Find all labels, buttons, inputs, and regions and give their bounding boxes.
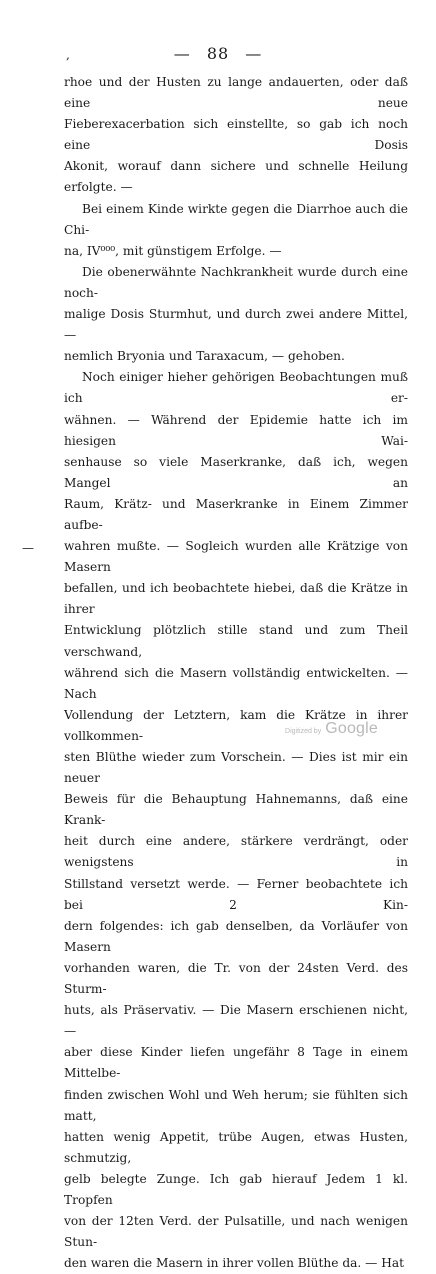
text-line: hatten wenig Appetit, trübe Augen, etwas Husten, schmutzig, — [64, 1129, 408, 1165]
text-line: wähnen. — Während der Epidemie hatte ich im hiesigen Wai- — [64, 412, 408, 448]
body-text — [64, 72, 408, 1274]
text-line: na, IV⁰⁰⁰, mit günstigem Erfolge. — — [64, 243, 282, 258]
text-line: aber diese Kinder liefen ungefähr 8 Tage in einem Mittelbe- — [64, 1045, 408, 1081]
text-line: den waren die Masern in ihrer vollen Blüthe da. — Hat — [64, 1256, 405, 1271]
text-line: heit durch eine andere, stärkere verdrängt, oder wenigstens in — [64, 834, 408, 870]
text-line: sten Blüthe wieder zum Vorschein. — Dies ist mir ein neuer — [64, 750, 408, 786]
stray-mark: , — [66, 48, 70, 62]
text-line: wahren mußte. — Sogleich wurden alle Krätzige von Masern — [64, 539, 408, 575]
text-line: gelb belegte Zunge. Ich gab hierauf Jedem 1 kl. Tropfen — [64, 1171, 408, 1207]
google-logo: Google — [325, 720, 378, 737]
page-number: 88 — [206, 44, 230, 63]
header-dash-left: — — [173, 44, 191, 63]
text-line: Vollendung der Letztern, kam die Krätze in ihrer vollkommen- — [64, 707, 408, 743]
text-line: vorhanden waren, die Tr. von der 24sten Verd. des Sturm- — [64, 960, 408, 997]
text-line: nemlich Bryonia und Taraxacum, — gehoben. — [64, 349, 345, 364]
text-line: huts, als Präservativ. — Die Masern erschienen nicht, — — [64, 1003, 408, 1039]
text-line: Stillstand versetzt werde. — Ferner beobachtete ich bei 2 Kin- — [64, 876, 408, 912]
margin-mark: — — [22, 541, 34, 555]
text-line: Fieberexacerbation sich einstellte, so gab ich noch eine Dosis — [64, 117, 408, 153]
text-line: senhause so viele Maserkranke, daß ich, wegen Mangel an — [64, 454, 408, 490]
page-header — [0, 44, 436, 63]
text-line: Bei einem Kinde wirkte gegen die Diarrhoe auch die Chi- — [64, 201, 408, 237]
text-line: rhoe und der Husten zu lange andauerten, oder daß eine neue — [64, 75, 408, 111]
digitized-by-label: Digitized by — [285, 728, 322, 735]
text-line: Beweis für die Behauptung Hahnemanns, daß eine Krank- — [64, 792, 408, 828]
text-line: befallen, und ich beobachtete hiebei, daß die Krätze in ihrer — [64, 581, 408, 617]
google-watermark — [285, 720, 378, 738]
text-line: während sich die Masern vollständig entwickelten. — Nach — [64, 665, 408, 701]
text-line: Raum, Krätz- und Maserkranke in Einem Zimmer aufbe- — [64, 496, 408, 532]
text-line: Noch einiger hieher gehörigen Beobachtungen muß ich er- — [64, 370, 408, 406]
text-line: Die obenerwähnte Nachkrankheit wurde durch eine noch- — [64, 264, 408, 300]
text-line: von der 12ten Verd. der Pulsatille, und nach wenigen Stun- — [64, 1214, 408, 1250]
text-line: malige Dosis Sturmhut, und durch zwei andere Mittel, — — [64, 307, 408, 343]
text-line: finden zwischen Wohl und Weh herum; sie fühlten sich matt, — [64, 1087, 408, 1123]
text-line: Akonit, worauf dann sichere und schnelle Heilung erfolgte. — — [64, 159, 408, 195]
text-line: dern folgendes: ich gab denselben, da Vorläufer von Masern — [64, 918, 408, 954]
text-line: Entwicklung plötzlich stille stand und zum Theil verschwand, — [64, 623, 408, 659]
header-dash-right: — — [245, 44, 263, 63]
